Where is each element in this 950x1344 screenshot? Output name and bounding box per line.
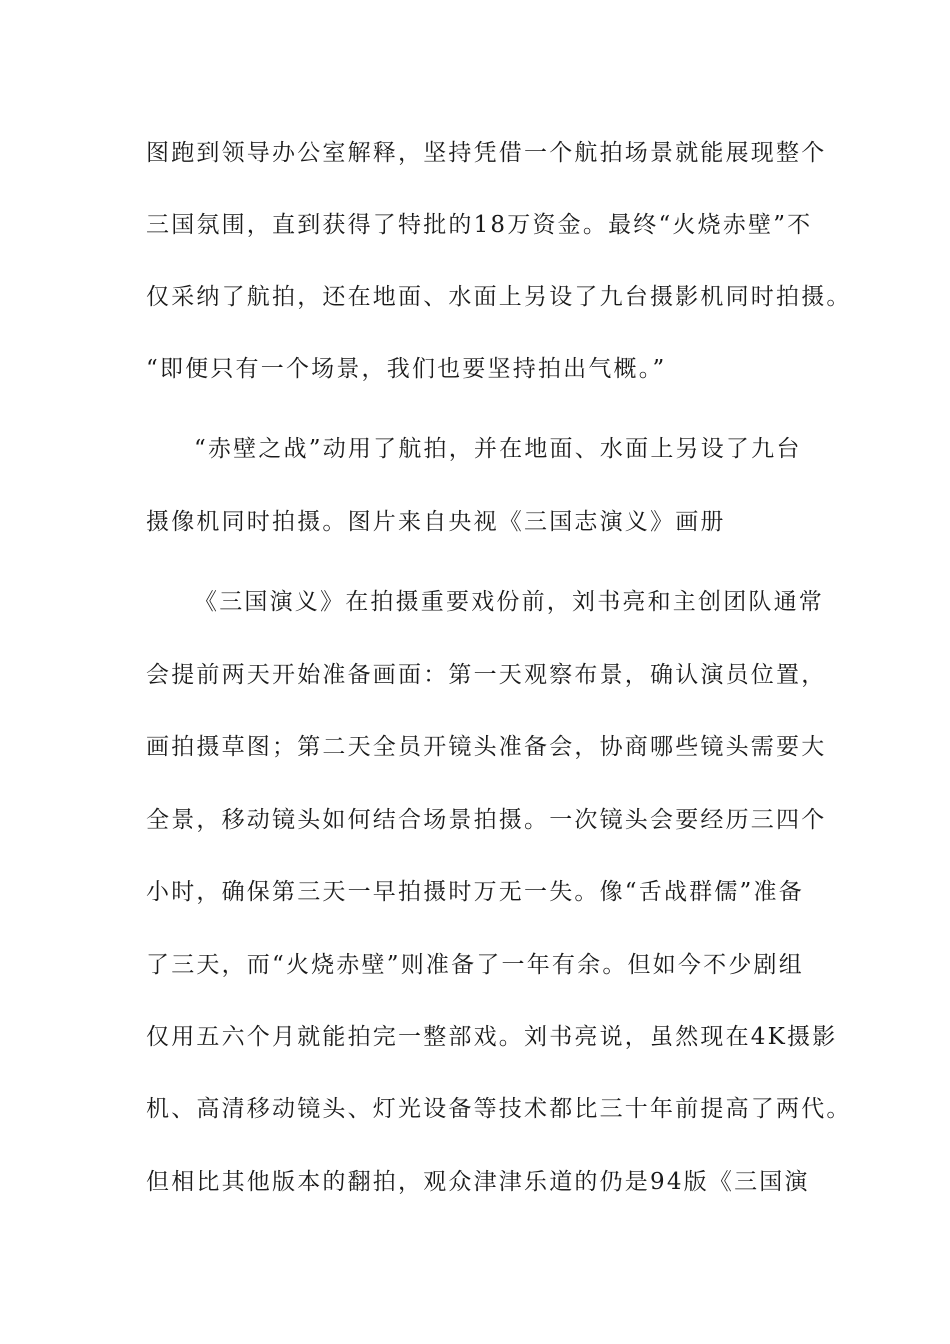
text-line: 了三天，而“火烧赤壁”则准备了一年有余。但如今不少剧组 <box>146 952 804 978</box>
text-line: “赤壁之战”动用了航拍，并在地面、水面上另设了九台 <box>194 436 802 462</box>
text-line: 画拍摄草图；第二天全员开镜头准备会，协商哪些镜头需要大 <box>146 734 827 760</box>
text-line: 图跑到领导办公室解释，坚持凭借一个航拍场景就能展现整个 <box>146 140 827 166</box>
text-line: 会提前两天开始准备画面：第一天观察布景，确认演员位置， <box>146 662 827 688</box>
text-line: 摄像机同时拍摄。图片来自央视《三国志演义》画册 <box>146 509 726 535</box>
text-line: 三国氛围，直到获得了特批的18万资金。最终“火烧赤壁”不 <box>146 212 813 238</box>
text-line: 全景，移动镜头如何结合场景拍摄。一次镜头会要经历三四个 <box>146 807 827 833</box>
text-line: 仅采纳了航拍，还在地面、水面上另设了九台摄影机同时拍摄。 <box>146 284 852 310</box>
text-line: 但相比其他版本的翻拍，观众津津乐道的仍是94版《三国演 <box>146 1169 810 1195</box>
text-line: 《三国演义》在拍摄重要戏份前，刘书亮和主创团队通常 <box>194 589 824 615</box>
text-line: 机、高清移动镜头、灯光设备等技术都比三十年前提高了两代。 <box>146 1096 852 1122</box>
text-line: “即便只有一个场景，我们也要坚持拍出气概。” <box>146 356 667 382</box>
text-line: 小时，确保第三天一早拍摄时万无一失。像“舌战群儒”准备 <box>146 879 804 905</box>
text-line: 仅用五六个月就能拍完一整部戏。刘书亮说，虽然现在4K摄影 <box>146 1024 838 1050</box>
